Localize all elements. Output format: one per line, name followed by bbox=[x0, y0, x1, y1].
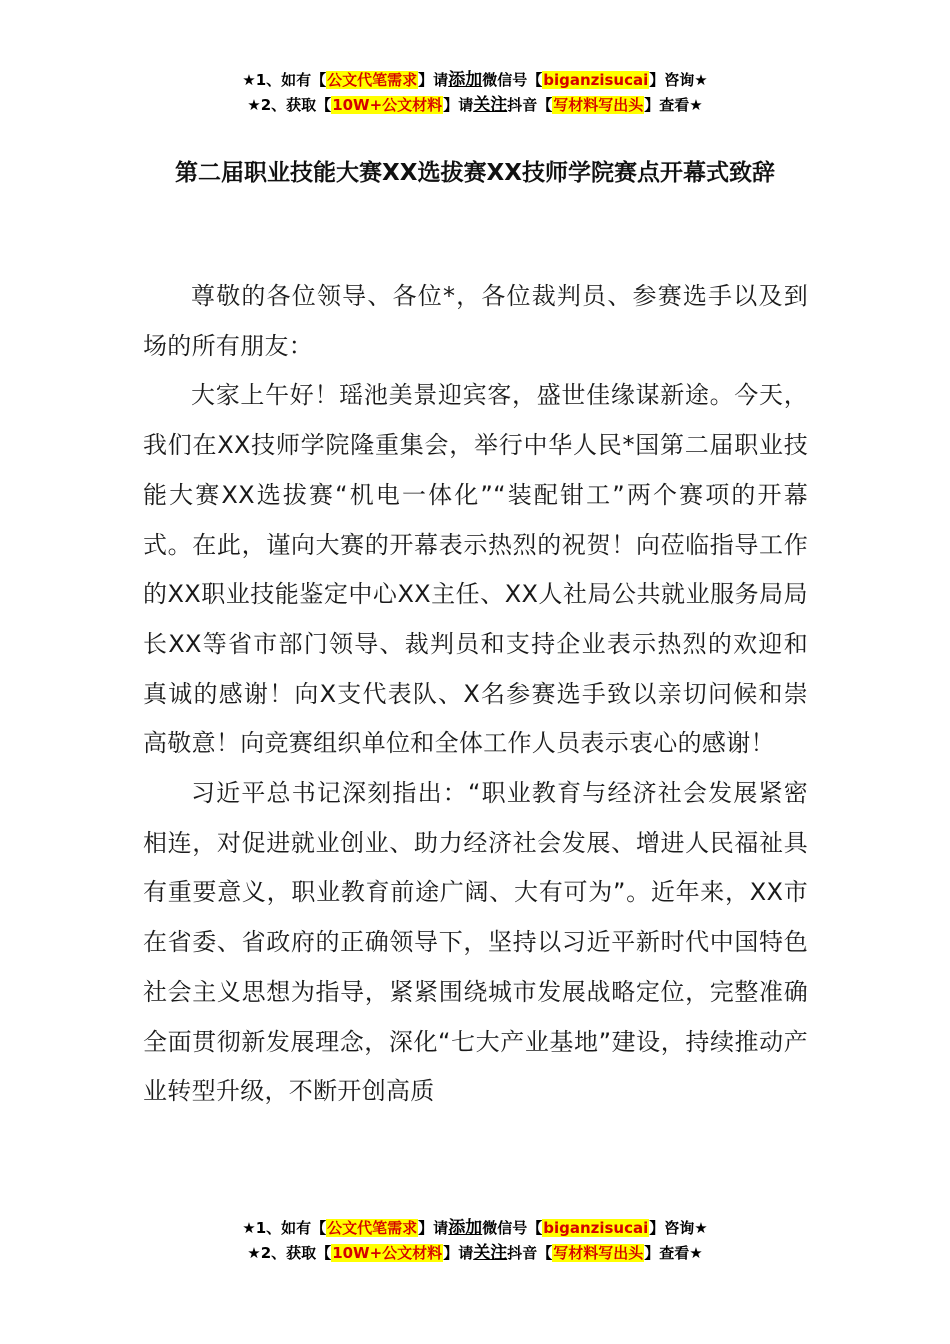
banner-line-2 bbox=[0, 1241, 950, 1266]
banner-text: 微信号【 bbox=[482, 71, 543, 89]
banner-text: 微信号【 bbox=[482, 1219, 543, 1237]
banner-emphasis: 添加 bbox=[448, 1218, 483, 1238]
banner-line-2 bbox=[0, 93, 950, 118]
highlight-douyin: 写材料写出头 bbox=[553, 96, 644, 114]
header-banner bbox=[0, 68, 950, 118]
paragraph: 大家上午好！瑶池美景迎宾客，盛世佳缘谋新途。今天，我们在XX技师学院隆重集会，举行中华人民*国第二届职业技能大赛XX选拔赛“机电一体化”“装配钳工”两个赛项的开幕式。在此，谨向大赛的开幕表示热烈的祝贺！向莅临指导工作的XX职业技能鉴定中心XX主任、XX人社局公共就业服务局局长XX等省市部门领导、裁判员和支持企业表示热烈的欢迎和真诚的感谢！向X支代表队、X名参赛选手致以亲切问候和崇高敬意！向竞赛组织单位和全体工作人员表示衷心的感谢！ bbox=[143, 381, 808, 758]
banner-text: 】请 bbox=[418, 1219, 449, 1237]
banner-text: 】咨询★ bbox=[649, 71, 708, 89]
banner-text: 抖音【 bbox=[507, 1244, 553, 1262]
banner-text: 】查看★ bbox=[644, 1244, 703, 1262]
banner-line-1 bbox=[0, 68, 950, 93]
highlight-materials: 10W+公文材料 bbox=[332, 1244, 443, 1262]
paragraph: 习近平总书记深刻指出：“职业教育与经济社会发展紧密相连，对促进就业创业、助力经济社会发展、增进人民福祉具有重要意义，职业教育前途广阔、大有可为”。近年来，XX市在省委、省政府的正确领导下，坚持以习近平新时代中国特色社会主义思想为指导，紧紧围绕城市发展战略定位，完整准确全面贯彻新发展理念，深化“七大产业基地”建设，持续推动产业转型升级，不断开创高质 bbox=[143, 779, 808, 1106]
banner-emphasis: 关注 bbox=[473, 1243, 508, 1263]
highlight-wechat-id: biganzisucai bbox=[543, 1219, 649, 1237]
banner-text: 抖音【 bbox=[507, 96, 553, 114]
document-title: 第二届职业技能大赛XX选拔赛XX技师学院赛点开幕式致辞 bbox=[175, 160, 775, 186]
document-body bbox=[143, 272, 808, 1117]
banner-text: ★2、获取【 bbox=[247, 96, 332, 114]
banner-emphasis: 关注 bbox=[473, 95, 508, 115]
banner-text: ★2、获取【 bbox=[247, 1244, 332, 1262]
banner-text: ★1、如有【 bbox=[242, 1219, 327, 1237]
highlight-materials: 10W+公文材料 bbox=[332, 96, 443, 114]
paragraph: 尊敬的各位领导、各位*，各位裁判员、参赛选手以及到场的所有朋友： bbox=[143, 282, 808, 360]
banner-text: 】请 bbox=[418, 71, 449, 89]
banner-text: 】请 bbox=[443, 1244, 474, 1262]
banner-emphasis: 添加 bbox=[448, 70, 483, 90]
highlight-douyin: 写材料写出头 bbox=[553, 1244, 644, 1262]
highlight-service: 公文代笔需求 bbox=[327, 1219, 418, 1237]
banner-line-1 bbox=[0, 1216, 950, 1241]
footer-banner bbox=[0, 1216, 950, 1266]
banner-text: ★1、如有【 bbox=[242, 71, 327, 89]
banner-text: 】查看★ bbox=[644, 96, 703, 114]
highlight-wechat-id: biganzisucai bbox=[543, 71, 649, 89]
banner-text: 】咨询★ bbox=[649, 1219, 708, 1237]
highlight-service: 公文代笔需求 bbox=[327, 71, 418, 89]
banner-text: 】请 bbox=[443, 96, 474, 114]
